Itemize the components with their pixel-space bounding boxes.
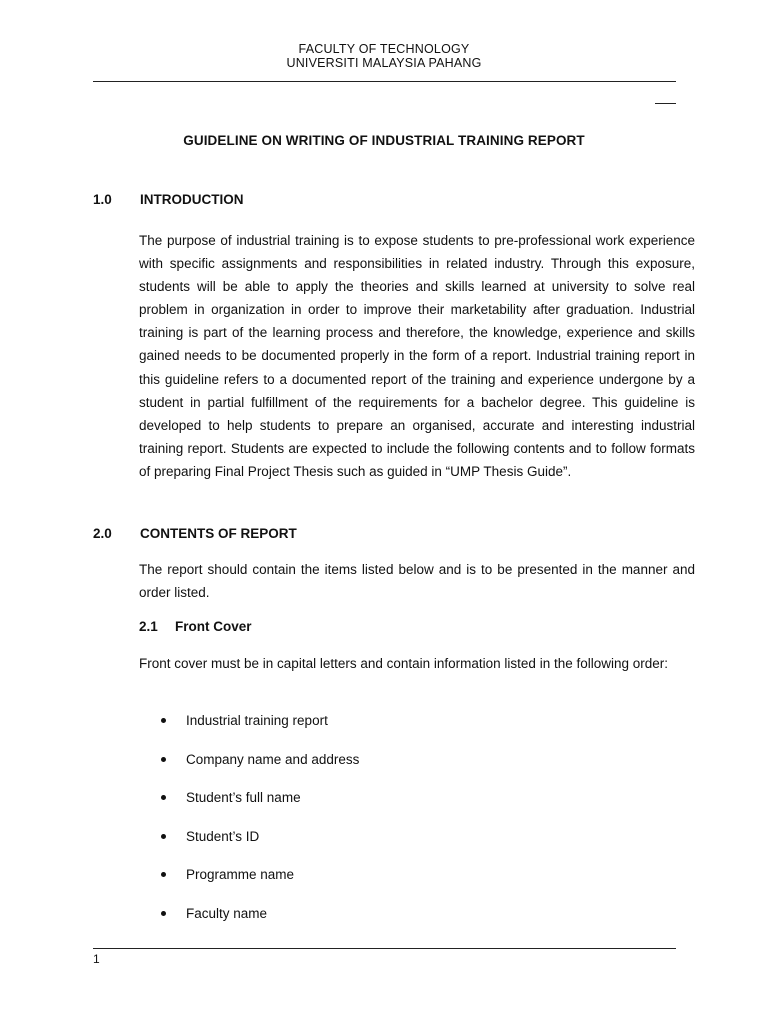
bullet-icon — [161, 834, 166, 839]
footer-rule — [93, 948, 676, 949]
header-faculty: FACULTY OF TECHNOLOGY — [298, 42, 470, 56]
introduction-paragraph: The purpose of industrial training is to expose students to pre-professional work experience with specific assignments and responsibilities in related industry. Through this exposure, students will be able to apply the theories and skills learned at university to solve real problem in organization in order to improve their marketability after graduation. Industrial training is part of the learning process and therefore, the knowledge, experience and skills gained needs to be documented properly in the form of a report. Industrial training report in this guideline refers to a documented report of the training and experience undergone by a student in partial fulfillment of the requirements for a bachelor degree. This guideline is developed to help students to prepare an organised, accurate and interesting industrial training report. Students are expected to include the following contents and to follow formats of preparing Final Project Thesis such as guided in “UMP Thesis Guide”. — [139, 233, 695, 479]
subsection-title: Front Cover — [175, 619, 252, 634]
contents-paragraph: The report should contain the items listed below and is to be presented in the manner and order listed. — [139, 562, 695, 601]
header-rule — [93, 81, 676, 82]
section-heading-introduction — [93, 192, 244, 207]
list-item: Student’s ID — [139, 828, 679, 867]
front-cover-paragraph: Front cover must be in capital letters and contain information listed in the following order: — [139, 656, 669, 671]
bullet-icon — [161, 718, 166, 723]
list-item: Student’s full name — [139, 789, 679, 828]
bullet-icon — [161, 757, 166, 762]
section-title: INTRODUCTION — [140, 192, 244, 207]
document-title: GUIDELINE ON WRITING OF INDUSTRIAL TRAINING REPORT — [183, 133, 585, 148]
section-heading-contents — [93, 526, 297, 541]
list-item: Faculty name — [139, 905, 679, 944]
header-university: UNIVERSITI MALAYSIA PAHANG — [286, 56, 482, 70]
front-cover-list — [139, 712, 679, 943]
page-header — [0, 42, 768, 70]
section-title: CONTENTS OF REPORT — [140, 526, 297, 541]
page-number: 1 — [93, 952, 100, 966]
list-item: Programme name — [139, 866, 679, 905]
list-item: Company name and address — [139, 751, 679, 790]
bullet-icon — [161, 911, 166, 916]
subsection-number: 2.1 — [139, 619, 158, 634]
header-rule-continuation — [655, 103, 676, 104]
subsection-heading-front-cover — [139, 619, 252, 634]
bullet-icon — [161, 872, 166, 877]
bullet-icon — [161, 795, 166, 800]
list-item: Industrial training report — [139, 712, 679, 751]
section-number: 2.0 — [93, 526, 112, 541]
section-number: 1.0 — [93, 192, 112, 207]
